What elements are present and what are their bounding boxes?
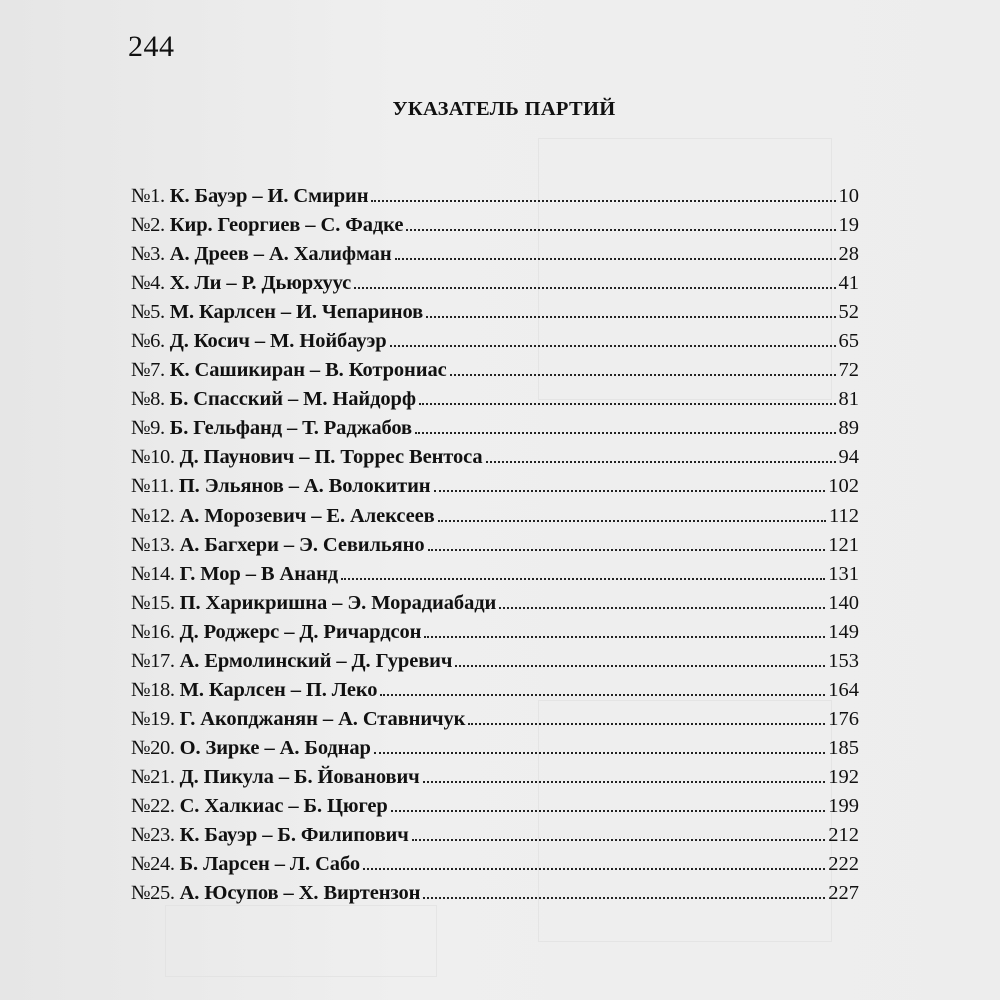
index-entry	[131, 475, 859, 504]
index-entry	[131, 505, 859, 534]
dot-leader	[390, 345, 836, 347]
entry-number: №11.	[131, 475, 174, 498]
entry-number: №1.	[131, 185, 165, 207]
index-entry	[131, 330, 859, 359]
dot-leader	[499, 607, 825, 609]
dot-leader	[406, 229, 835, 231]
entry-players: Д. Косич – М. Нойбауэр	[169, 330, 387, 353]
entry-page-number: 176	[828, 707, 859, 730]
entry-players: Кир. Георгиев – С. Фадке	[169, 214, 404, 237]
entry-page-number: 131	[828, 562, 859, 585]
index-entry	[131, 679, 859, 708]
entry-page-number: 94	[838, 446, 859, 469]
entry-page-number: 222	[828, 853, 859, 876]
index-entry	[131, 592, 859, 621]
entry-players: Б. Гельфанд – Т. Раджабов	[169, 417, 412, 440]
entry-number: №4.	[131, 272, 165, 295]
dot-leader	[374, 752, 825, 754]
dot-leader	[423, 897, 825, 899]
dot-leader	[354, 287, 835, 289]
index-entry	[131, 824, 859, 853]
entry-players: К. Бауэр – Б. Филипович	[179, 824, 409, 847]
entry-number: №15.	[131, 591, 175, 614]
entry-page-number: 52	[838, 301, 859, 324]
entry-players: К. Бауэр – И. Смирин	[169, 185, 369, 207]
entry-number: №9.	[131, 417, 165, 440]
dot-leader	[412, 839, 826, 841]
entry-players: П. Харикришна – Э. Морадиабади	[179, 591, 497, 614]
entry-number: №19.	[131, 707, 175, 730]
dot-leader	[423, 781, 826, 783]
index-entry	[131, 243, 859, 272]
entry-number: №13.	[131, 533, 175, 556]
entry-page-number: 112	[829, 504, 859, 527]
entry-page-number: 19	[838, 214, 859, 237]
index-entry	[131, 766, 859, 795]
index-entry	[131, 650, 859, 679]
index-entry	[131, 272, 859, 301]
dot-leader	[455, 665, 825, 667]
entry-players: М. Карлсен – И. Чепаринов	[169, 301, 424, 324]
entry-number: №25.	[131, 882, 175, 905]
dot-leader	[426, 316, 835, 318]
entry-page-number: 153	[828, 649, 859, 672]
entry-page-number: 192	[828, 765, 859, 788]
dot-leader	[450, 374, 836, 376]
dot-leader	[424, 636, 825, 638]
index-entry	[131, 534, 859, 563]
dot-leader	[468, 723, 825, 725]
entry-players: А. Дреев – А. Халифман	[169, 243, 392, 266]
entry-page-number: 72	[838, 359, 859, 382]
entry-page-number: 81	[838, 388, 859, 411]
entry-players: А. Багхери – Э. Севильяно	[179, 533, 425, 556]
entry-players: Б. Ларсен – Л. Сабо	[179, 853, 360, 876]
entry-page-number: 227	[828, 882, 859, 905]
entry-number: №8.	[131, 388, 165, 411]
entry-page-number: 164	[828, 678, 859, 701]
entry-page-number: 185	[828, 736, 859, 759]
entry-players: Х. Ли – Р. Дьюрхуус	[169, 272, 352, 295]
entry-players: С. Халкиас – Б. Цюгер	[179, 794, 388, 817]
dot-leader	[391, 810, 826, 812]
entry-page-number: 199	[828, 794, 859, 817]
entry-players: А. Морозевич – Е. Алексеев	[179, 504, 435, 527]
entry-page-number: 41	[838, 272, 859, 295]
dot-leader	[371, 200, 835, 202]
page-number: 244	[128, 30, 175, 63]
entry-number: №20.	[131, 736, 175, 759]
entry-players: Г. Мор – В Ананд	[179, 562, 339, 585]
entry-page-number: 102	[828, 475, 859, 498]
entry-page-number: 140	[828, 591, 859, 614]
entry-number: №2.	[131, 214, 165, 237]
entry-players: О. Зирке – А. Боднар	[179, 736, 371, 759]
index-entry	[131, 853, 859, 882]
entry-number: №12.	[131, 504, 175, 527]
dot-leader	[380, 694, 825, 696]
entry-players: А. Юсупов – Х. Виртензон	[179, 882, 421, 905]
entry-number: №23.	[131, 824, 175, 847]
entry-page-number: 89	[838, 417, 859, 440]
dot-leader	[428, 549, 826, 551]
entry-players: Д. Пикула – Б. Йованович	[179, 765, 420, 788]
index-entry	[131, 563, 859, 592]
entry-page-number: 10	[838, 185, 859, 207]
index-entry	[131, 417, 859, 446]
entry-number: №22.	[131, 794, 175, 817]
show-through-diagram	[165, 905, 437, 977]
entry-number: №6.	[131, 330, 165, 353]
entry-page-number: 28	[838, 243, 859, 266]
entry-number: №16.	[131, 620, 175, 643]
page-title: УКАЗАТЕЛЬ ПАРТИЙ	[392, 98, 616, 120]
entry-players: М. Карлсен – П. Леко	[179, 678, 378, 701]
entry-number: №14.	[131, 562, 175, 585]
index-entry	[131, 301, 859, 330]
dot-leader	[363, 868, 825, 870]
index-entry	[131, 882, 859, 911]
entry-players: К. Сашикиран – В. Котрониас	[169, 359, 447, 382]
entry-players: Б. Спасский – М. Найдорф	[169, 388, 416, 411]
entry-number: №7.	[131, 359, 165, 382]
entry-page-number: 212	[828, 824, 859, 847]
entry-number: №5.	[131, 301, 165, 324]
entry-number: №24.	[131, 853, 175, 876]
entry-players: Д. Роджерс – Д. Ричардсон	[179, 620, 422, 643]
index-entry	[131, 708, 859, 737]
index-entry	[131, 795, 859, 824]
dot-leader	[486, 461, 836, 463]
index-entry	[131, 737, 859, 766]
entry-page-number: 149	[828, 620, 859, 643]
dot-leader	[341, 578, 825, 580]
entry-number: №10.	[131, 446, 175, 469]
dot-leader	[395, 258, 836, 260]
index-entry	[131, 185, 859, 214]
game-index-list	[131, 185, 859, 911]
entry-page-number: 65	[838, 330, 859, 353]
dot-leader	[438, 520, 826, 522]
dot-leader	[415, 432, 836, 434]
index-entry	[131, 446, 859, 475]
entry-players: Д. Паунович – П. Торрес Вентоса	[179, 446, 483, 469]
entry-number: №3.	[131, 243, 165, 266]
entry-players: Г. Акопджанян – А. Ставничук	[179, 707, 466, 730]
index-entry	[131, 359, 859, 388]
dot-leader	[434, 490, 826, 492]
index-entry	[131, 214, 859, 243]
index-entry	[131, 621, 859, 650]
entry-number: №21.	[131, 765, 175, 788]
entry-players: П. Эльянов – А. Волокитин	[178, 475, 431, 498]
entry-players: А. Ермолинский – Д. Гуревич	[179, 649, 453, 672]
entry-number: №17.	[131, 649, 175, 672]
entry-number: №18.	[131, 678, 175, 701]
entry-page-number: 121	[828, 533, 859, 556]
dot-leader	[419, 403, 836, 405]
index-entry	[131, 388, 859, 417]
